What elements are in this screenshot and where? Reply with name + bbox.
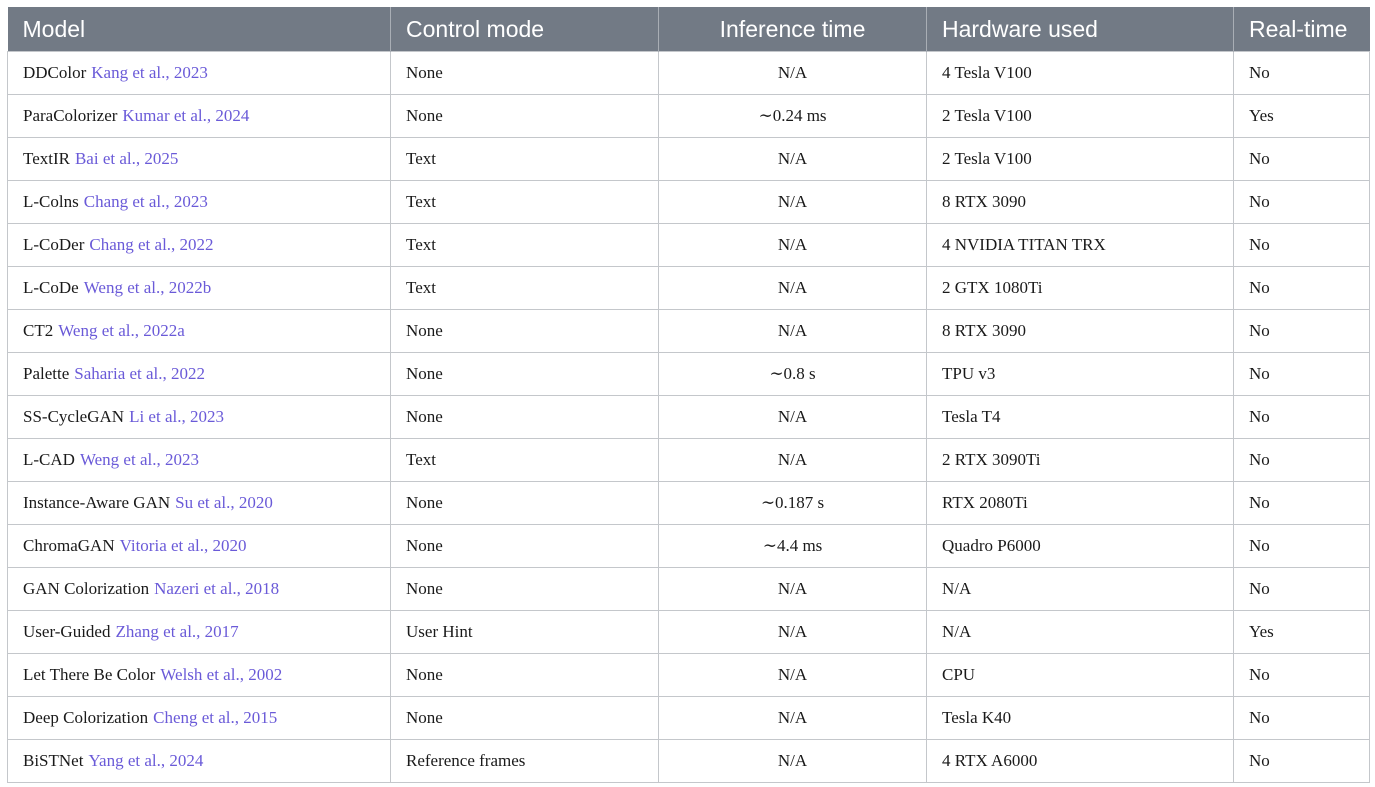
citation-link[interactable]: Chang et al., 2023 <box>83 192 208 211</box>
cell-model <box>8 224 391 267</box>
cell-hardware-used: 2 RTX 3090Ti <box>927 439 1234 482</box>
cell-model <box>8 95 391 138</box>
citation-link[interactable]: Cheng et al., 2015 <box>153 708 278 727</box>
cell-real-time: No <box>1234 138 1370 181</box>
cell-inference-time: N/A <box>659 697 927 740</box>
cell-control-mode: Text <box>391 224 659 267</box>
cell-real-time: Yes <box>1234 611 1370 654</box>
citation-link[interactable]: Li et al., 2023 <box>129 407 224 426</box>
cell-inference-time: N/A <box>659 654 927 697</box>
cell-control-mode: Text <box>391 181 659 224</box>
cell-real-time: No <box>1234 267 1370 310</box>
cell-model <box>8 740 391 783</box>
table-row <box>8 525 1370 568</box>
cell-model <box>8 697 391 740</box>
cell-control-mode: None <box>391 654 659 697</box>
cell-model <box>8 181 391 224</box>
model-name: User-Guided <box>23 622 111 641</box>
table-header-row <box>8 7 1370 52</box>
citation-link[interactable]: Zhang et al., 2017 <box>115 622 239 641</box>
citation-link[interactable]: Chang et al., 2022 <box>89 235 214 254</box>
model-name: L-CAD <box>23 450 75 469</box>
cell-control-mode: None <box>391 568 659 611</box>
header-hardware-used: Hardware used <box>927 7 1234 52</box>
cell-control-mode: None <box>391 525 659 568</box>
cell-control-mode: Reference frames <box>391 740 659 783</box>
model-name: ChromaGAN <box>23 536 115 555</box>
model-name: DDColor <box>23 63 87 82</box>
cell-control-mode: None <box>391 310 659 353</box>
table-row <box>8 439 1370 482</box>
model-name: L-Colns <box>23 192 79 211</box>
header-model: Model <box>8 7 391 52</box>
citation-link[interactable]: Kang et al., 2023 <box>91 63 208 82</box>
cell-inference-time: ∼0.187 s <box>659 482 927 525</box>
cell-control-mode: None <box>391 396 659 439</box>
cell-control-mode: None <box>391 697 659 740</box>
cell-inference-time: ∼0.24 ms <box>659 95 927 138</box>
table-row <box>8 224 1370 267</box>
model-name: SS-CycleGAN <box>23 407 125 426</box>
header-control-mode: Control mode <box>391 7 659 52</box>
cell-hardware-used: Quadro P6000 <box>927 525 1234 568</box>
model-name: ParaColorizer <box>23 106 118 125</box>
cell-hardware-used: TPU v3 <box>927 353 1234 396</box>
cell-hardware-used: 4 Tesla V100 <box>927 52 1234 95</box>
cell-inference-time: N/A <box>659 740 927 783</box>
table-row <box>8 310 1370 353</box>
cell-hardware-used: 4 NVIDIA TITAN TRX <box>927 224 1234 267</box>
cell-control-mode: None <box>391 353 659 396</box>
comparison-table-container <box>7 7 1369 783</box>
cell-real-time: No <box>1234 52 1370 95</box>
table-row <box>8 95 1370 138</box>
table-row <box>8 611 1370 654</box>
cell-inference-time: ∼0.8 s <box>659 353 927 396</box>
cell-hardware-used: 2 Tesla V100 <box>927 138 1234 181</box>
cell-inference-time: ∼4.4 ms <box>659 525 927 568</box>
header-inference-time: Inference time <box>659 7 927 52</box>
cell-hardware-used: RTX 2080Ti <box>927 482 1234 525</box>
cell-real-time: No <box>1234 310 1370 353</box>
cell-model <box>8 267 391 310</box>
model-name: BiSTNet <box>23 751 84 770</box>
cell-model <box>8 52 391 95</box>
cell-hardware-used: N/A <box>927 611 1234 654</box>
model-comparison-table <box>7 7 1370 783</box>
table-row <box>8 181 1370 224</box>
cell-inference-time: N/A <box>659 310 927 353</box>
cell-model <box>8 396 391 439</box>
cell-model <box>8 568 391 611</box>
model-name: Deep Colorization <box>23 708 149 727</box>
cell-real-time: No <box>1234 482 1370 525</box>
cell-real-time: No <box>1234 654 1370 697</box>
cell-hardware-used: 4 RTX A6000 <box>927 740 1234 783</box>
cell-inference-time: N/A <box>659 611 927 654</box>
model-name: Palette <box>23 364 70 383</box>
cell-inference-time: N/A <box>659 396 927 439</box>
cell-hardware-used: CPU <box>927 654 1234 697</box>
table-row <box>8 482 1370 525</box>
cell-control-mode: Text <box>391 439 659 482</box>
citation-link[interactable]: Vitoria et al., 2020 <box>119 536 247 555</box>
cell-real-time: No <box>1234 439 1370 482</box>
cell-control-mode: None <box>391 52 659 95</box>
cell-model <box>8 525 391 568</box>
cell-real-time: Yes <box>1234 95 1370 138</box>
cell-control-mode: Text <box>391 267 659 310</box>
cell-inference-time: N/A <box>659 138 927 181</box>
citation-link[interactable]: Weng et al., 2023 <box>79 450 199 469</box>
cell-hardware-used: 2 Tesla V100 <box>927 95 1234 138</box>
cell-inference-time: N/A <box>659 52 927 95</box>
cell-model <box>8 611 391 654</box>
cell-model <box>8 353 391 396</box>
cell-real-time: No <box>1234 396 1370 439</box>
cell-inference-time: N/A <box>659 224 927 267</box>
table-row <box>8 396 1370 439</box>
cell-model <box>8 654 391 697</box>
table-row <box>8 138 1370 181</box>
cell-real-time: No <box>1234 224 1370 267</box>
cell-real-time: No <box>1234 181 1370 224</box>
cell-control-mode: None <box>391 95 659 138</box>
cell-hardware-used: 8 RTX 3090 <box>927 310 1234 353</box>
citation-link[interactable]: Welsh et al., 2002 <box>160 665 283 684</box>
table-body <box>8 52 1370 783</box>
cell-real-time: No <box>1234 353 1370 396</box>
cell-real-time: No <box>1234 740 1370 783</box>
cell-hardware-used: N/A <box>927 568 1234 611</box>
model-name: TextIR <box>23 149 70 168</box>
cell-model <box>8 310 391 353</box>
cell-control-mode: User Hint <box>391 611 659 654</box>
table-row <box>8 654 1370 697</box>
cell-hardware-used: Tesla K40 <box>927 697 1234 740</box>
cell-real-time: No <box>1234 525 1370 568</box>
cell-inference-time: N/A <box>659 568 927 611</box>
cell-inference-time: N/A <box>659 267 927 310</box>
table-row <box>8 740 1370 783</box>
cell-control-mode: None <box>391 482 659 525</box>
citation-link[interactable]: Bai et al., 2025 <box>74 149 179 168</box>
citation-link[interactable]: Su et al., 2020 <box>175 493 273 512</box>
cell-control-mode: Text <box>391 138 659 181</box>
cell-model <box>8 439 391 482</box>
table-row <box>8 568 1370 611</box>
cell-inference-time: N/A <box>659 181 927 224</box>
cell-real-time: No <box>1234 697 1370 740</box>
model-name: L-CoDe <box>23 278 79 297</box>
cell-hardware-used: 8 RTX 3090 <box>927 181 1234 224</box>
cell-model <box>8 138 391 181</box>
cell-hardware-used: 2 GTX 1080Ti <box>927 267 1234 310</box>
model-name: Instance-Aware GAN <box>23 493 171 512</box>
cell-model <box>8 482 391 525</box>
model-name: CT2 <box>23 321 54 340</box>
citation-link[interactable]: Nazeri et al., 2018 <box>154 579 280 598</box>
table-row <box>8 353 1370 396</box>
model-name: GAN Colorization <box>23 579 150 598</box>
model-name: L-CoDer <box>23 235 85 254</box>
table-row <box>8 267 1370 310</box>
cell-hardware-used: Tesla T4 <box>927 396 1234 439</box>
citation-link[interactable]: Kumar et al., 2024 <box>122 106 250 125</box>
cell-inference-time: N/A <box>659 439 927 482</box>
citation-link[interactable]: Weng et al., 2022a <box>58 321 185 340</box>
table-row <box>8 52 1370 95</box>
header-real-time: Real-time <box>1234 7 1370 52</box>
table-row <box>8 697 1370 740</box>
citation-link[interactable]: Saharia et al., 2022 <box>74 364 206 383</box>
citation-link[interactable]: Yang et al., 2024 <box>88 751 204 770</box>
citation-link[interactable]: Weng et al., 2022b <box>83 278 212 297</box>
model-name: Let There Be Color <box>23 665 156 684</box>
cell-real-time: No <box>1234 568 1370 611</box>
